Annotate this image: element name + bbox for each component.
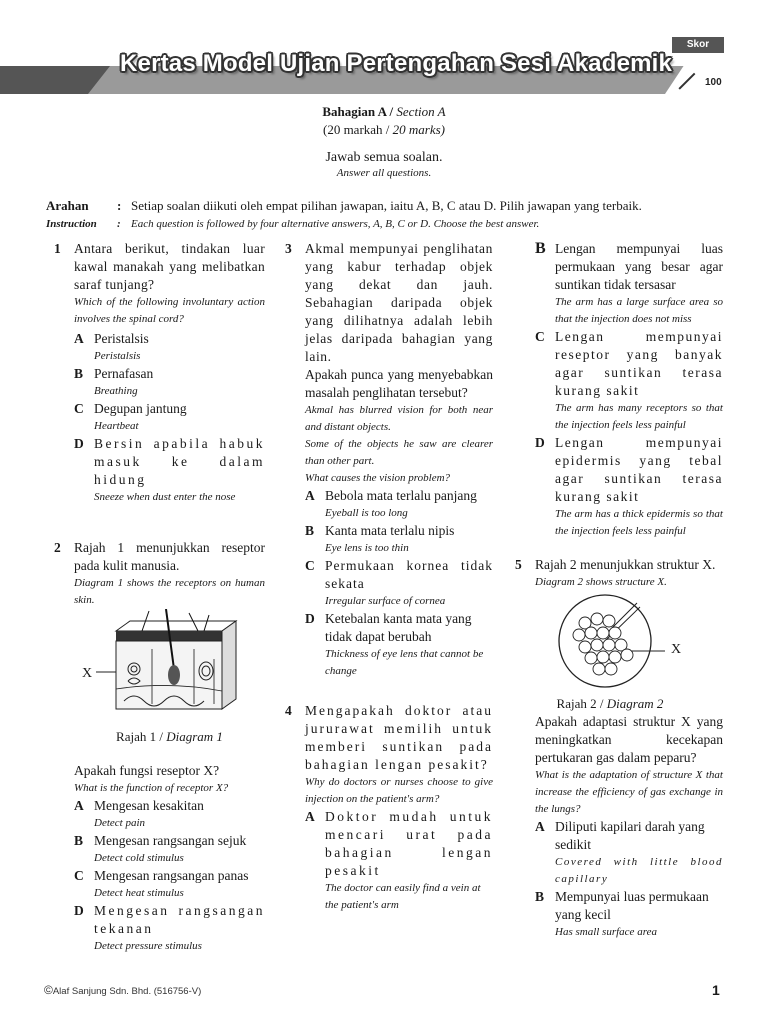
option-text-bm: Ketebalan kanta mata yang tidak dapat berubah xyxy=(325,611,472,644)
option-text-en: Sneeze when dust enter the nose xyxy=(94,491,236,503)
question-prompt-en: What is the function of receptor X? xyxy=(74,782,229,794)
copyright-footer xyxy=(44,983,201,997)
question-prompt-en: What is the adaptation of structure X that increase the efficiency of gas exchange in the lungs? xyxy=(535,769,723,815)
instruction-text-bm: Setiap soalan diikuti oleh empat pilihan jawapan, iaitu A, B, C atau D. Pilih jawapan yang terbaik. xyxy=(131,198,642,213)
question-prompt-en: What causes the vision problem? xyxy=(305,472,451,484)
option-text-en: Eyeball is too long xyxy=(325,507,408,519)
option-c[interactable] xyxy=(74,400,265,435)
figure-caption-bm: Rajah 1 / xyxy=(116,729,167,744)
option-text-en: Detect cold stimulus xyxy=(94,852,184,864)
figure-label-x: X xyxy=(671,642,682,657)
option-text-bm: Mengesan rangsangan panas xyxy=(94,868,249,883)
instructions: Arahan : Setiap soalan diikuti oleh empat pilihan jawapan, iaitu A, B, C atau D. Pilih jawapan yang terbaik. Instruction : Each question is followed by four alternative answers, A, B, C or D. Choose the best answer. xyxy=(46,197,642,233)
column-1 xyxy=(54,240,265,955)
option-letter: A xyxy=(305,809,315,824)
section-header xyxy=(0,103,768,181)
option-text-en: The doctor can easily find a vein at the patient's arm xyxy=(325,882,481,911)
question-text-bm: Rajah 2 menunjukkan struktur X. xyxy=(535,557,716,572)
option-text-en: Covered with little blood capillary xyxy=(555,856,723,885)
option-letter: D xyxy=(535,435,545,450)
question-number: 4 xyxy=(285,703,292,718)
option-text-en: Irregular surface of cornea xyxy=(325,595,446,607)
option-letter: A xyxy=(535,819,545,834)
question-number: 1 xyxy=(54,241,61,256)
question-text-en-2: Some of the objects he saw are clearer than other part. xyxy=(305,438,493,467)
question-1 xyxy=(54,240,265,506)
option-text-bm: Mengesan rangsangan tekanan xyxy=(94,903,265,936)
option-a[interactable] xyxy=(305,808,493,914)
question-text-bm: Rajah 1 menunjukkan reseptor pada kulit manusia. xyxy=(74,540,265,573)
option-text-en: Peristalsis xyxy=(94,350,141,362)
option-text-en: Heartbeat xyxy=(94,420,139,432)
question-text-en: Why do doctors or nurses choose to give injection on the patient's arm? xyxy=(305,776,493,805)
section-title-bm: Bahagian A / xyxy=(322,104,397,119)
question-4-continued xyxy=(535,240,723,540)
marks-bm: (20 markah / xyxy=(322,122,393,137)
alveoli-illustration xyxy=(545,593,715,697)
option-a[interactable] xyxy=(535,818,723,888)
option-letter: A xyxy=(305,488,315,503)
option-text-bm: Doktor mudah untuk mencari urat pada bahagian lengan pesakit xyxy=(325,809,493,878)
option-text-en: The arm has a thick epidermis so that the injection feels less painful xyxy=(555,508,723,537)
option-text-en: Has small surface area xyxy=(555,926,657,938)
answer-instruction-bm: Jawab semua soalan. xyxy=(325,150,443,165)
option-letter: B xyxy=(305,523,315,538)
option-c[interactable] xyxy=(535,328,723,434)
option-letter: C xyxy=(305,558,315,573)
column-2 xyxy=(285,240,493,914)
option-letter: C xyxy=(74,401,84,416)
alveolus-diagram xyxy=(535,591,723,695)
question-2 xyxy=(54,539,265,955)
option-text-en: Detect heat stimulus xyxy=(94,887,184,899)
option-a[interactable] xyxy=(305,487,493,522)
skin-cross-section-illustration xyxy=(94,609,264,729)
option-text-bm: Lengan mempunyai reseptor yang banyak agar suntikan terasa kurang sakit xyxy=(555,329,723,398)
section-title-en: Section A xyxy=(396,104,446,119)
page-number: 1 xyxy=(712,982,720,998)
question-number: 2 xyxy=(54,540,61,555)
option-b[interactable] xyxy=(535,240,723,328)
question-number: 3 xyxy=(285,241,292,256)
option-c[interactable] xyxy=(74,867,265,902)
option-text-bm: Peristalsis xyxy=(94,331,149,346)
skin-diagram xyxy=(74,609,265,729)
option-text-bm: Degupan jantung xyxy=(94,401,187,416)
option-text-bm: Diliputi kapilari darah yang sedikit xyxy=(555,819,705,852)
question-text-en: Diagram 1 shows the receptors on human skin. xyxy=(74,577,265,606)
instruction-text-en: Each question is followed by four alternative answers, A, B, C or D. Choose the best answer. xyxy=(131,218,540,230)
question-prompt-bm: Apakah punca yang menyebabkan masalah penglihatan tersebut? xyxy=(305,367,493,400)
option-letter: B xyxy=(535,889,545,904)
option-letter: C xyxy=(535,329,545,344)
instruction-label-bm: Arahan xyxy=(46,198,89,213)
option-a[interactable] xyxy=(74,797,265,832)
marks-en: 20 marks) xyxy=(392,122,446,137)
option-letter: B xyxy=(74,366,84,381)
option-text-bm: Kanta mata terlalu nipis xyxy=(325,523,455,538)
option-text-bm: Mengesan kesakitan xyxy=(94,798,204,813)
option-letter: D xyxy=(74,903,84,918)
option-b[interactable] xyxy=(305,522,493,557)
answer-instruction-en: Answer all questions. xyxy=(336,167,432,179)
option-text-bm: Lengan mempunyai luas permukaan yang besar agar suntikan tidak tersasar xyxy=(555,241,723,292)
option-letter: C xyxy=(74,868,84,883)
option-letter: A xyxy=(74,331,84,346)
score-total: 100 xyxy=(705,77,722,88)
option-b[interactable] xyxy=(74,365,265,400)
option-text-en: Eye lens is too thin xyxy=(325,542,409,554)
figure-caption-en: Diagram 1 xyxy=(166,729,223,744)
score-label: Skor xyxy=(672,37,724,53)
option-text-bm: Mengesan rangsangan sejuk xyxy=(94,833,247,848)
option-b[interactable] xyxy=(74,832,265,867)
option-letter: D xyxy=(305,611,315,626)
figure-caption-en: Diagram 2 xyxy=(606,696,664,711)
question-4 xyxy=(285,702,493,914)
option-letter: D xyxy=(74,436,84,451)
page-title: Kertas Model Ujian Pertengahan Sesi Akademik xyxy=(120,50,673,77)
instruction-label-en: Instruction xyxy=(46,218,97,230)
question-text-en-1: Akmal has blurred vision for both near and distant objects. xyxy=(305,404,493,433)
option-text-en: Detect pain xyxy=(94,817,146,829)
question-text-en: Diagram 2 shows structure X. xyxy=(535,576,667,588)
question-text-bm: Akmal mempunyai penglihatan yang kabur terhadap objek yang dekat dan jauh. Sebahagian daripada objek yang dilihatnya adalah lebih jelas daripada bahagian yang lain. xyxy=(305,241,493,364)
copyright-text: Alaf Sanjung Sdn. Bhd. (516756-V) xyxy=(52,986,202,997)
option-a[interactable] xyxy=(74,330,265,365)
option-text-en: Thickness of eye lens that cannot be change xyxy=(325,648,484,677)
option-b[interactable] xyxy=(535,888,723,941)
option-text-bm: Permukaan kornea tidak sekata xyxy=(325,558,493,591)
option-text-en: The arm has many receptors so that the injection feels less painful xyxy=(555,402,723,431)
question-prompt-bm: Apakah fungsi reseptor X? xyxy=(74,763,220,778)
option-text-bm: Pernafasan xyxy=(94,366,154,381)
option-d[interactable] xyxy=(74,902,265,955)
option-text-bm: Mempunyai luas permukaan yang kecil xyxy=(555,889,709,922)
question-5 xyxy=(515,556,723,941)
question-text-bm: Antara berikut, tindakan luar kawal manakah yang melibatkan saraf tunjang? xyxy=(74,241,265,292)
option-letter: A xyxy=(74,798,84,813)
question-number: 5 xyxy=(515,557,522,572)
option-text-bm: Bersin apabila habuk masuk ke dalam hidung xyxy=(94,436,265,487)
figure-label-x: X xyxy=(82,666,93,681)
option-text-en: Breathing xyxy=(94,385,138,397)
column-3 xyxy=(515,240,723,941)
question-text-bm: Mengapakah doktor atau jururawat memilih untuk memberi suntikan pada bahagian lengan pesakit? xyxy=(305,703,493,772)
option-text-en: Detect pressure stimulus xyxy=(94,940,202,952)
option-c[interactable] xyxy=(305,557,493,610)
option-d[interactable] xyxy=(74,435,265,506)
option-text-en: The arm has a large surface area so that the injection does not miss xyxy=(555,296,723,325)
option-d[interactable] xyxy=(535,434,723,540)
copyright-icon: © xyxy=(44,983,53,997)
option-letter: B xyxy=(535,240,546,257)
figure-caption-bm: Rajah 2 / xyxy=(556,696,607,711)
option-d[interactable] xyxy=(305,610,493,680)
question-3 xyxy=(285,240,493,680)
option-letter: B xyxy=(74,833,84,848)
question-text-en: Which of the following involuntary action involves the spinal cord? xyxy=(74,296,265,325)
option-text-bm: Lengan mempunyai epidermis yang tebal agar suntikan terasa kurang sakit xyxy=(555,435,723,504)
option-text-bm: Bebola mata terlalu panjang xyxy=(325,488,477,503)
question-prompt-bm: Apakah adaptasi struktur X yang meningkatkan kecekapan pertukaran gas dalam peparu? xyxy=(535,714,723,765)
